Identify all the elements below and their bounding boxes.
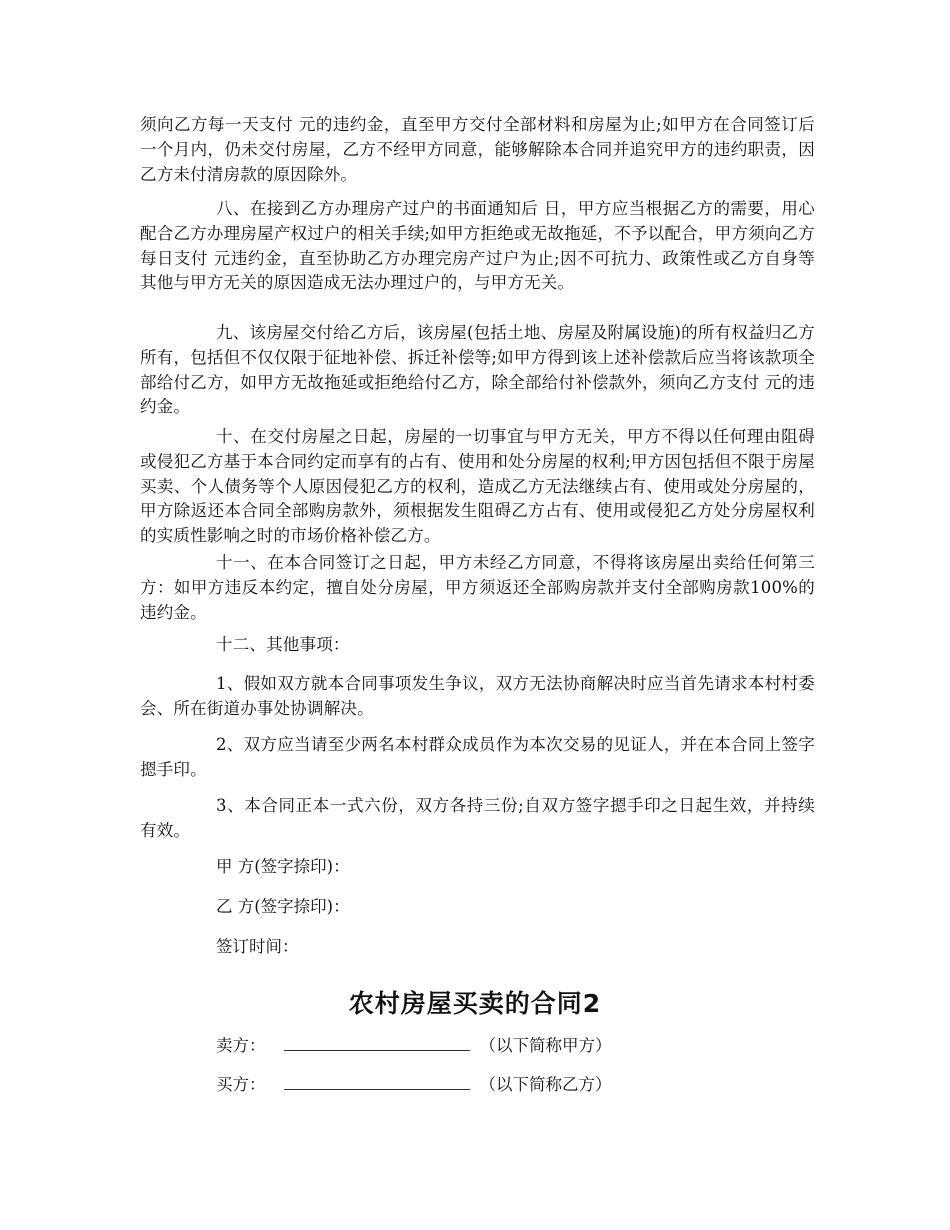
party-a-signature-line: 甲 方(签字捺印)： bbox=[216, 857, 350, 876]
paragraph-continued: 须向乙方每一天支付 元的违约金，直至甲方交付全部材料和房屋为止;如甲方在合同签订后一个月内，仍未交付房屋，乙方不经甲方同意，能够解除本合同并追究甲方的违约职责，因乙方未付清房款的原因除外。 bbox=[140, 115, 815, 184]
seller-blank-line bbox=[284, 1036, 470, 1051]
seller-label: 卖方： bbox=[216, 1036, 266, 1055]
seller-note: （以下简称甲方） bbox=[479, 1036, 612, 1055]
clause-12-heading: 十二、其他事项： bbox=[216, 635, 350, 654]
clause-12-item-3: 3、本合同正本一式六份，双方各持三份;自双方签字摁手印之日起生效，并持续有效。 bbox=[140, 796, 815, 840]
seller-row bbox=[216, 1034, 612, 1058]
clause-9: 九、该房屋交付给乙方后，该房屋(包括土地、房屋及附属设施)的所有权益归乙方所有，包括但不仅仅限于征地补偿、拆迁补偿等;如甲方得到该上述补偿款后应当将该款项全部给付乙方，如甲方无故拖延或拒绝给付乙方，除全部给付补偿款外，须向乙方支付 元的违约金。 bbox=[140, 323, 815, 417]
party-b-signature-line: 乙 方(签字捺印)： bbox=[216, 897, 350, 916]
contract-2-title: 农村房屋买卖的合同2 bbox=[348, 989, 602, 1018]
clause-12-item-2: 2、双方应当请至少两名本村群众成员作为本次交易的见证人，并在本合同上签字摁手印。 bbox=[140, 735, 815, 779]
clause-10: 十、在交付房屋之日起，房屋的一切事宜与甲方无关，甲方不得以任何理由阻碍或侵犯乙方基于本合同约定而享有的占有、使用和处分房屋的权利;甲方因包括但不限于房屋买卖、个人债务等个人原因侵犯乙方的权利，造成乙方无法继续占有、使用或处分房屋的，甲方除返还本合同全部购房款外，须根据发生阻碍乙方占有、使用或侵犯乙方处分房屋权利的实质性影响之时的市场价格补偿乙方。 bbox=[140, 427, 815, 546]
clause-8: 八、在接到乙方办理房产过户的书面通知后 日，甲方应当根据乙方的需要，用心配合乙方办理房屋产权过户的相关手续;如甲方拒绝或无故拖延，不予以配合，甲方须向乙方每日支付 元违约金，直至协助乙方办理完房产过户为止;因不可抗力、政策性或乙方自身等其他与甲方无关的原因造成无法办理过户的，与甲方无关。 bbox=[140, 199, 815, 293]
buyer-label: 买方： bbox=[216, 1075, 266, 1094]
clause-11: 十一、在本合同签订之日起，甲方未经乙方同意，不得将该房屋出卖给任何第三方：如甲方违反本约定，擅自处分房屋，甲方须返还全部购房款并支付全部购房款100%的违约金。 bbox=[140, 553, 815, 622]
buyer-blank-line bbox=[284, 1075, 470, 1090]
signing-date-line: 签订时间： bbox=[216, 937, 299, 956]
buyer-note: （以下简称乙方） bbox=[479, 1075, 612, 1094]
clause-12-item-1: 1、假如双方就本合同事项发生争议，双方无法协商解决时应当首先请求本村村委会、所在街道办事处协调解决。 bbox=[140, 674, 815, 718]
buyer-row bbox=[216, 1073, 612, 1097]
